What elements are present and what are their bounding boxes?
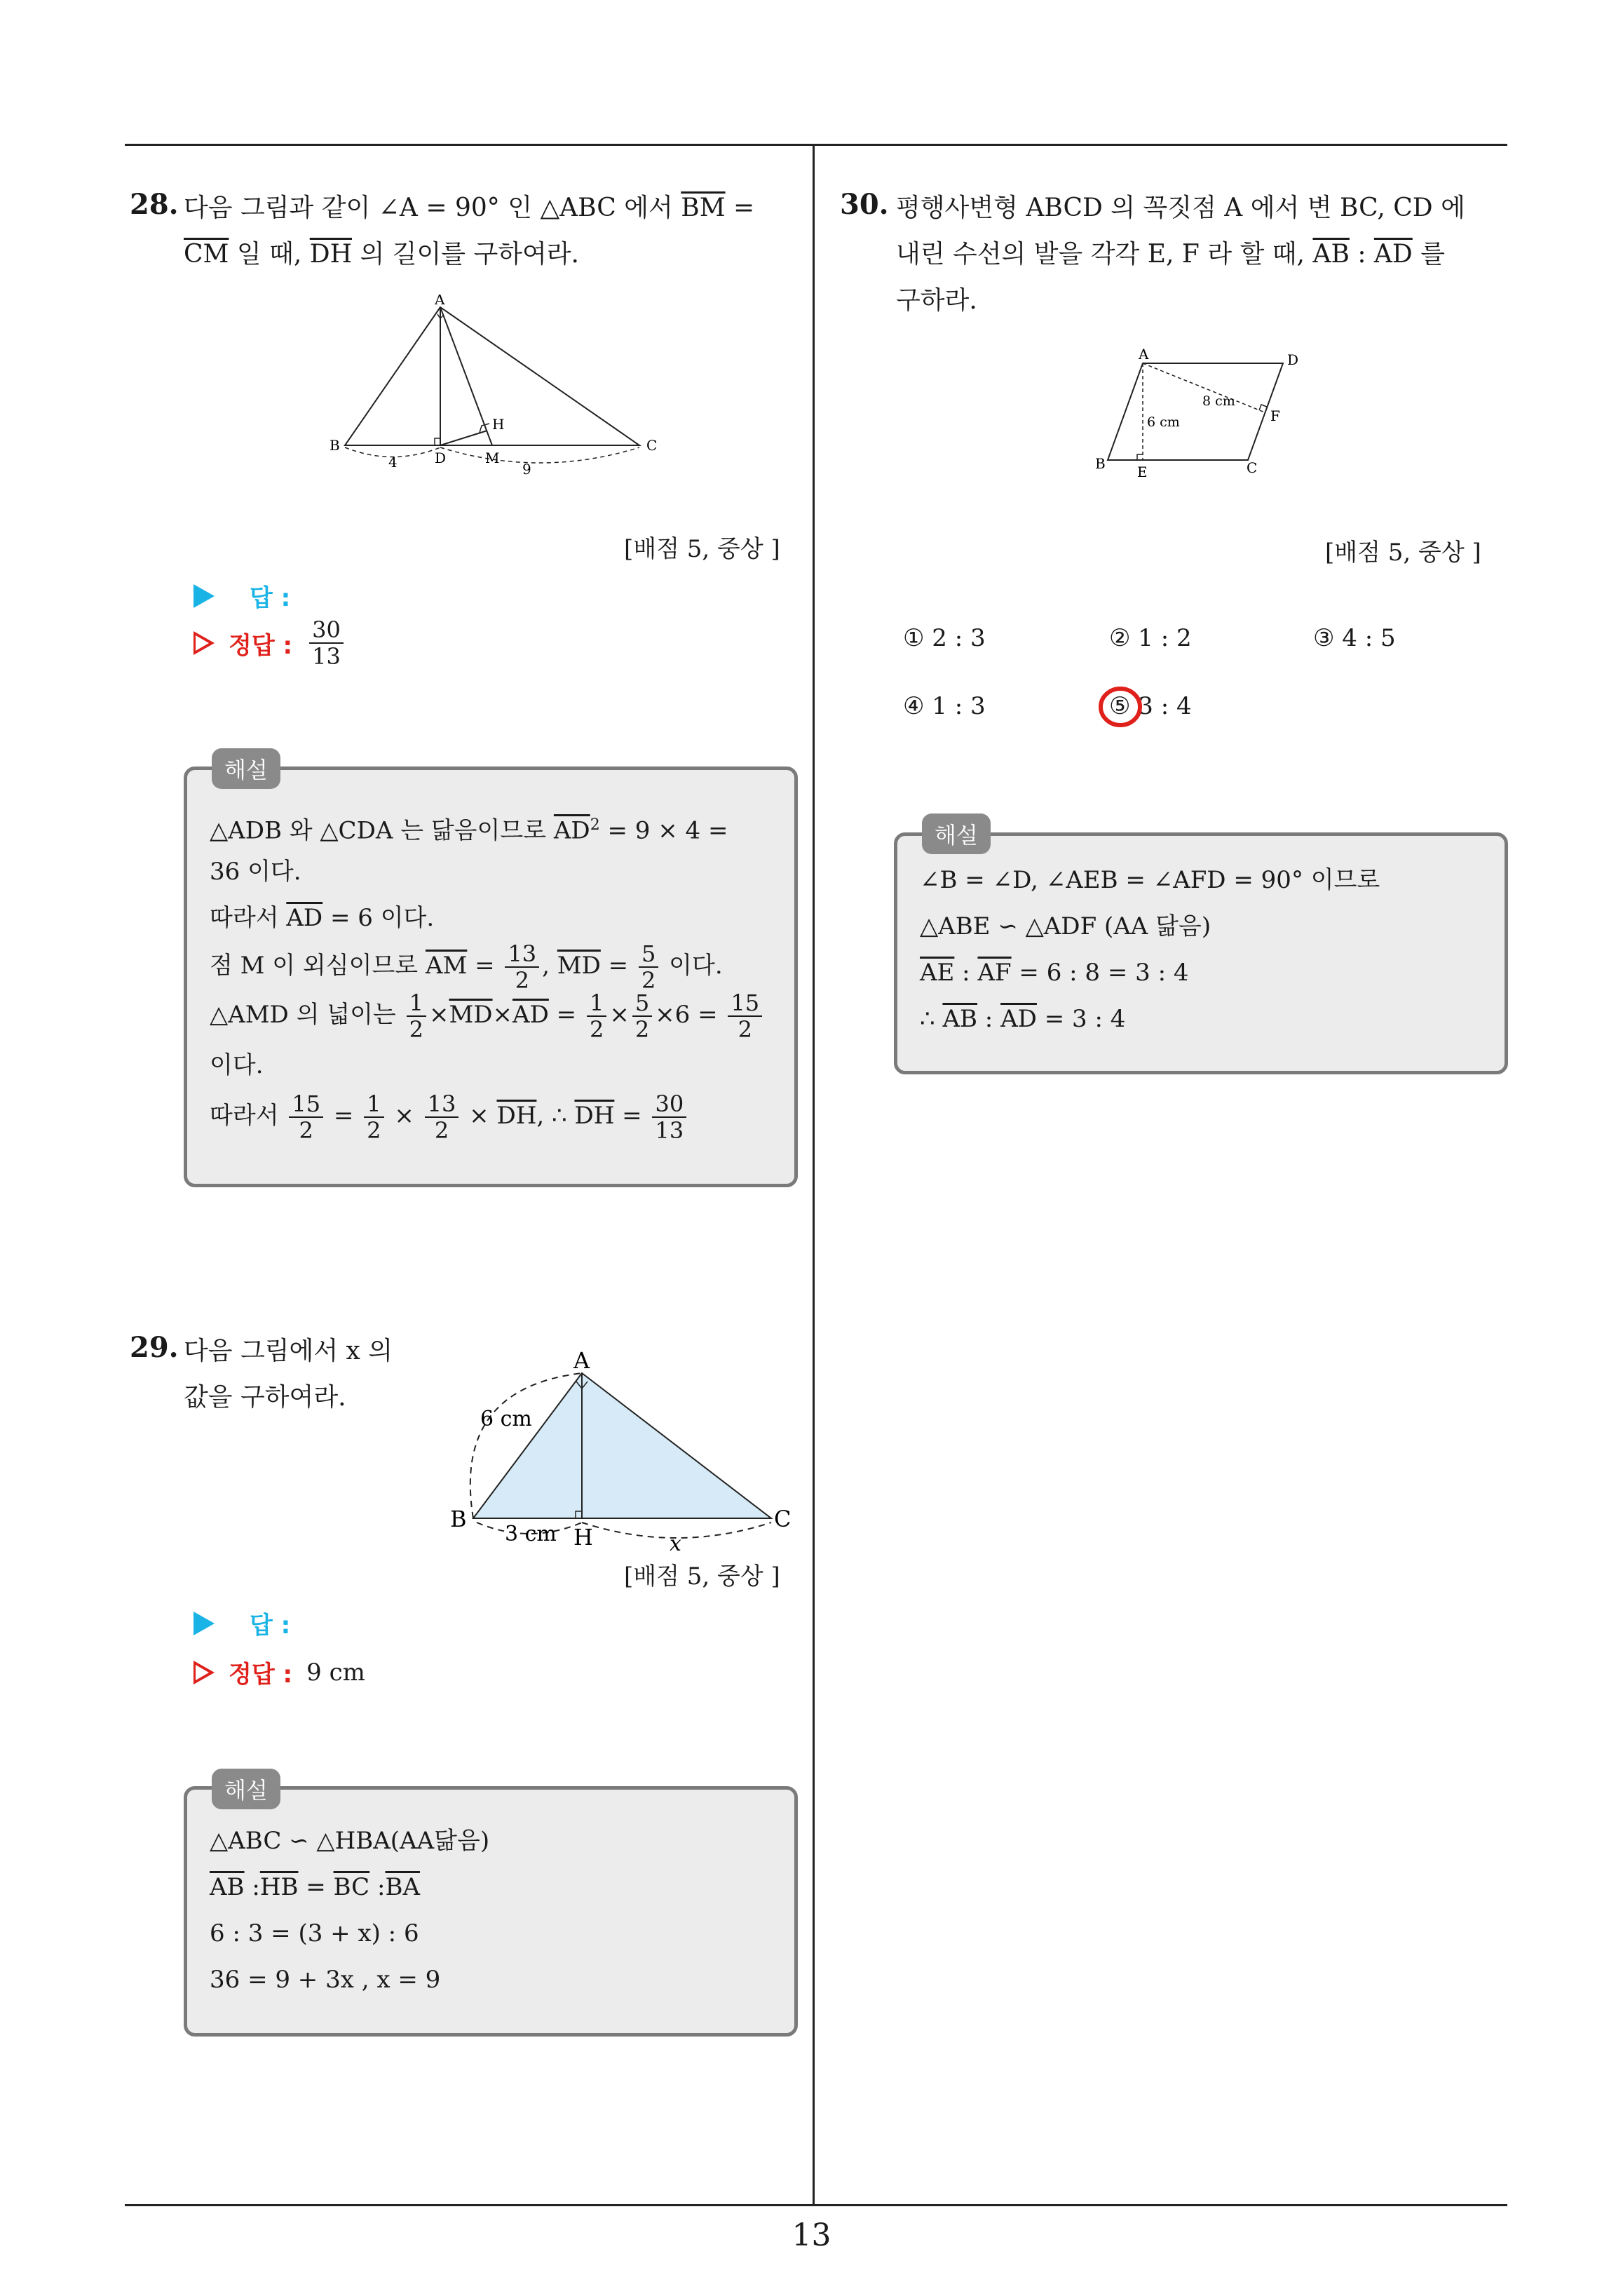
q28-solution-box — [184, 767, 798, 1187]
q29-length-ab: 6 cm — [480, 1407, 532, 1431]
q29-label-b: B — [450, 1506, 467, 1532]
q30-label-e: E — [1137, 464, 1148, 480]
q28-score: [배점 5, 중상 ] — [624, 535, 780, 563]
answer-arrow-icon — [193, 1612, 215, 1635]
q28-label-m: M — [485, 450, 500, 466]
q28-answer-line — [193, 579, 290, 613]
q30-line2: 내린 수선의 발을 각각 E, F 라 할 때, $\overline{AB}$ : $\overline{AD}$ 를 — [896, 240, 1446, 269]
q30-score: [배점 5, 중상 ] — [1325, 539, 1481, 567]
q29-score: [배점 5, 중상 ] — [624, 1562, 780, 1591]
q30-label-c: C — [1247, 459, 1258, 476]
q28-sol-line6: 이다. — [210, 1051, 264, 1079]
q29-correct-line — [193, 1655, 365, 1689]
q28-sol-line5: △AMD 의 넓이는 $\frac{1}{2}$ $\times\overline{MD}\times\overline{AD}$ = $\frac{1}{2}$ × $\frac{5}{2}$ ×6 = $\frac{15}{2}$ — [210, 987, 765, 1042]
q28-label-h: H — [492, 416, 505, 433]
q29-correct-label: 정답 : — [229, 1661, 293, 1689]
q28-sol-line1: △ADB 와 △CDA 는 닮음이므로 $\overline{AD}^2 = 9 \times 4$ = — [210, 816, 728, 845]
q28-sol-line2: 36 이다. — [210, 858, 301, 886]
q30-option-2[interactable]: ② 1 : 2 — [1109, 624, 1192, 652]
q30-option-1[interactable]: ① 2 : 3 — [903, 624, 986, 652]
q30-length-af: 8 cm — [1202, 393, 1235, 409]
q29-label-h: H — [573, 1524, 593, 1551]
answer-circle-icon — [1096, 683, 1146, 732]
segment-dh: $\overline{DH}$ — [309, 240, 353, 269]
q29-solution-body — [210, 1818, 489, 2003]
q28-sol-line7: 따라서 $\frac{15}{2}$ = $\frac{1}{2}$ × $\frac{13}{2}$ × $\overline{DH}$, ∴ $\overline{DH}$ = $\frac{30}{13}$ — [210, 1088, 765, 1143]
q28-length-4: 4 — [388, 454, 398, 471]
q28-label-a: A — [435, 295, 445, 308]
q29-sol-line1: △ABC ∽ △HBA(AA닮음) — [210, 1827, 490, 1855]
q29-solution-tag: 해설 — [212, 1769, 280, 1809]
q29-length-bh: 3 cm — [505, 1522, 557, 1546]
q29-solution-box — [184, 1786, 798, 2037]
q28-answer-label: 답 : — [250, 584, 291, 612]
q28-line1: 다음 그림과 같이 ∠A = 90° 인 △ABC 에서 $\overline{BM}$ = — [184, 194, 755, 222]
q30-option-5-text: 3 : 4 — [1138, 692, 1192, 720]
q29-label-a: A — [573, 1347, 590, 1374]
q30-option-5-mark: ⑤ — [1109, 692, 1131, 720]
q29-label-c: C — [774, 1506, 792, 1532]
q28-figure — [330, 295, 659, 477]
q29-answer-line — [193, 1606, 290, 1640]
q30-number: 30. — [840, 188, 889, 221]
q30-line1: 평행사변형 ABCD 의 꼭짓점 A 에서 변 BC, CD 에 — [896, 194, 1465, 222]
q28-number: 28. — [130, 188, 179, 221]
q28-solution-body — [210, 802, 765, 1143]
q30-label-d: D — [1287, 351, 1299, 368]
q30-option-4[interactable]: ④ 1 : 3 — [903, 692, 986, 720]
q30-line3: 구하라. — [896, 286, 977, 315]
q28-length-9: 9 — [522, 461, 531, 477]
q30-solution-box — [894, 832, 1508, 1074]
q30-sol-line1: ∠B = ∠D, ∠AEB = ∠AFD = 90° 이므로 — [920, 866, 1380, 894]
q30-label-a: A — [1139, 346, 1149, 363]
q29-line1: 다음 그림에서 x 의 — [184, 1337, 393, 1365]
q28-line2: $\overline{CM}$ 일 때, $\overline{DH}$ 의 길이를 구하여라. — [184, 240, 579, 269]
q28-correct-line — [193, 617, 346, 669]
correct-arrow-icon — [193, 1661, 215, 1684]
q29-answer-label: 답 : — [250, 1612, 291, 1640]
q29-sol-line3: 6 : 3 = (3 + x) : 6 — [210, 1919, 419, 1947]
q28-correct-label: 정답 : — [229, 631, 293, 660]
q28-label-b: B — [330, 437, 340, 454]
q28-question — [184, 185, 801, 278]
column-divider — [813, 144, 815, 2206]
q28-label-d: D — [435, 450, 447, 466]
q30-sol-line2: △ABE ∽ △ADF (AA 닮음) — [920, 912, 1211, 940]
q29-correct-value: 9 cm — [306, 1658, 365, 1687]
page-number: 13 — [792, 2217, 831, 2253]
q29-line2: 값을 구하여라. — [184, 1383, 346, 1412]
q29-length-x: x — [670, 1532, 681, 1553]
q30-label-f: F — [1270, 407, 1280, 424]
q30-solution-body — [920, 857, 1380, 1042]
correct-arrow-icon — [193, 631, 215, 655]
q29-number: 29. — [130, 1331, 179, 1364]
q30-label-b: B — [1095, 455, 1106, 472]
segment-bm: $\overline{BM}$ — [681, 194, 726, 222]
q30-sol-line4: ∴ $\overline{AB}$ : $\overline{AD} = 3$ : 4 — [920, 1005, 1126, 1033]
segment-cm: $\overline{CM}$ — [184, 240, 229, 269]
q28-sol-line4: 점 M 이 외심이므로 $\overline{AM}$ = $\frac{13}{2}$ , $\overline{MD}$ = $\frac{5}{2}$ 이다. — [210, 940, 723, 994]
bottom-rule — [125, 2204, 1507, 2206]
q28-sol-line3: 따라서 $\overline{AD} = 6$ 이다. — [210, 904, 435, 932]
q30-length-ae: 6 cm — [1147, 414, 1180, 430]
q29-sol-line4: 36 = 9 + 3x , x = 9 — [210, 1966, 441, 1994]
q30-figure — [1094, 342, 1318, 489]
q30-question — [896, 185, 1513, 324]
q28-label-c: C — [646, 437, 658, 454]
answer-arrow-icon — [193, 584, 215, 608]
q30-sol-line3: $\overline{AE}$ : $\overline{AF} = 6$ : 8 = 3 : 4 — [920, 959, 1189, 987]
q30-option-3[interactable]: ③ 4 : 5 — [1313, 624, 1396, 652]
q29-question — [184, 1328, 393, 1421]
q28-correct-value: $\frac{30}{13}$ — [309, 617, 344, 669]
top-rule — [125, 144, 1507, 146]
q30-solution-tag: 해설 — [922, 813, 991, 854]
q29-figure — [442, 1343, 806, 1553]
q28-solution-tag: 해설 — [212, 748, 280, 789]
q29-sol-line2: $\overline{AB}$ $:\overline{HB} = \overline{BC}$ $:\overline{BA}$ — [210, 1873, 421, 1901]
